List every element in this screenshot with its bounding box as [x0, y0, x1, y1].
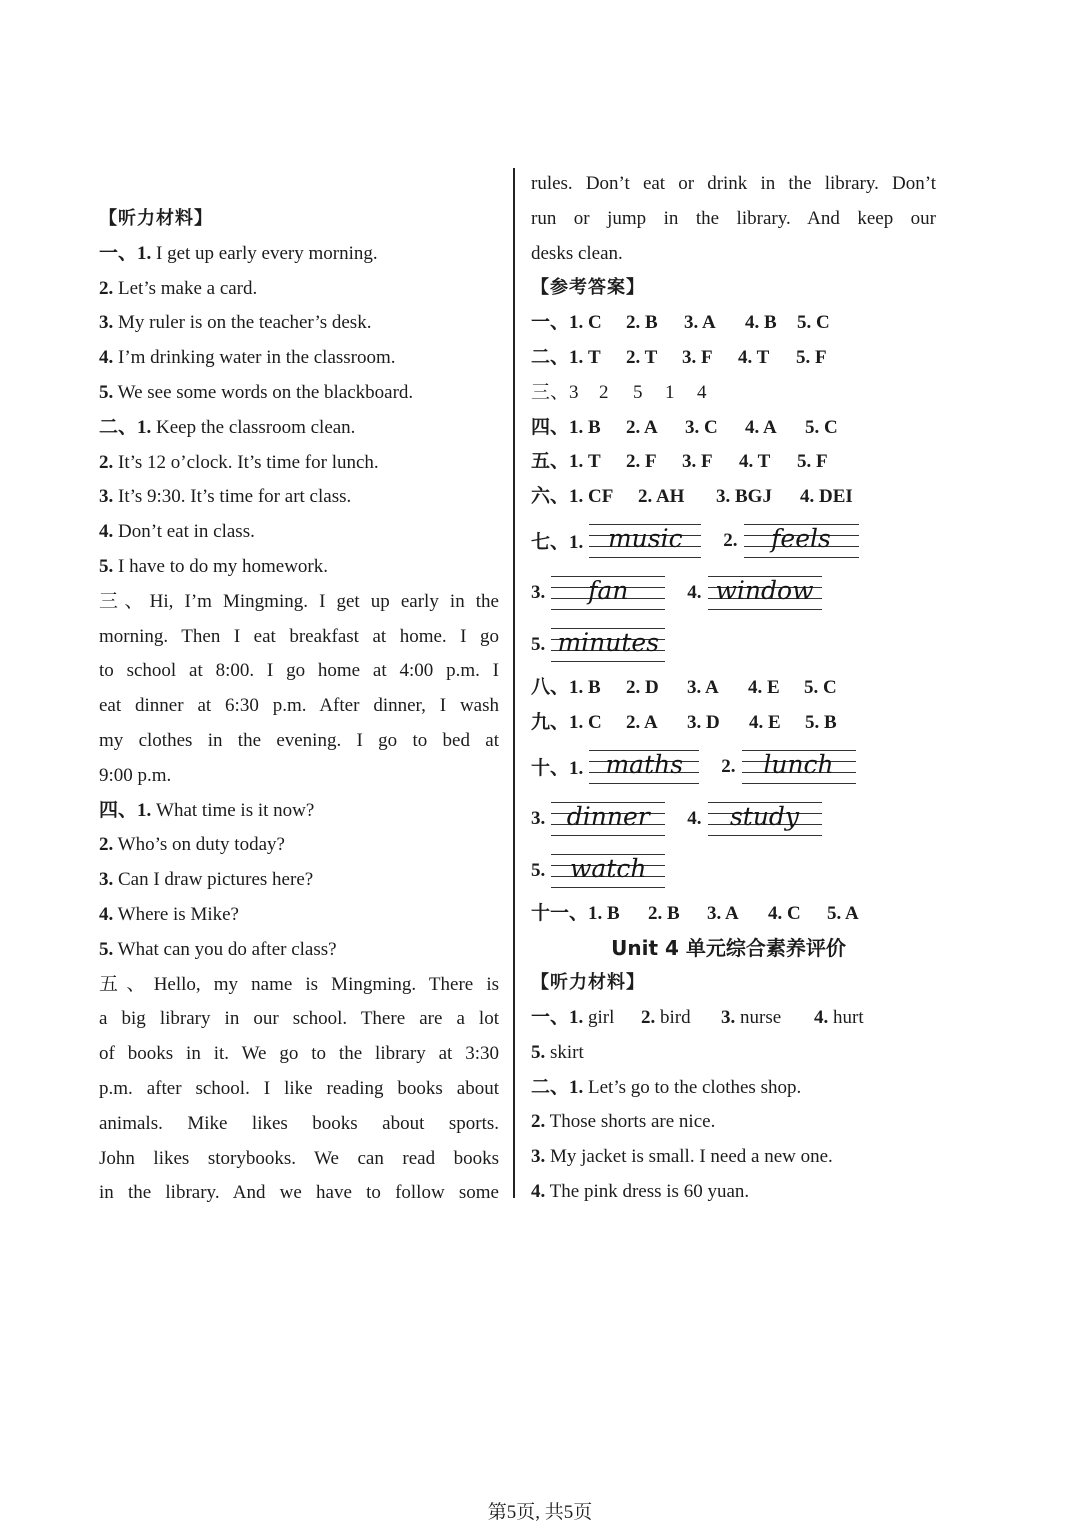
- unit4-section2-item2: 2. Those shorts are nice.: [531, 1111, 716, 1133]
- handwritten-answer: fan: [588, 575, 629, 605]
- passage-continuation-line: rules. Don’t eat or drink in the library. Don’t: [531, 173, 936, 194]
- answer-cell: 5. C: [797, 312, 830, 334]
- section4-item4: 4. Where is Mike?: [99, 903, 239, 925]
- handwritten-answer: study: [729, 801, 800, 831]
- column-divider: [513, 168, 515, 1198]
- section4-item3: 3. Can I draw pictures here?: [99, 869, 314, 891]
- question-number: 4.: [687, 581, 702, 603]
- answer-cell: 四、1. B: [531, 416, 601, 438]
- answer-cell: 5. F: [797, 451, 828, 473]
- answer-cell: 八、1. B: [531, 676, 601, 698]
- listening-header-unit4: 【听力材料】: [531, 972, 645, 994]
- writing-band: [744, 522, 859, 560]
- answer-cell: 五、1. T: [531, 451, 601, 473]
- section5-line: animals. Mike likes books about sports.: [99, 1112, 499, 1134]
- answer-row-1: [531, 306, 936, 341]
- section3-line: morning. Then I eat breakfast at home. I go: [99, 625, 499, 647]
- unit4-section2-item3: 3. My jacket is small. I need a new one.: [531, 1146, 833, 1168]
- writing-band: [551, 852, 665, 890]
- section4-item5: 5. What can you do after class?: [99, 938, 337, 960]
- unit-title: Unit 4 单元综合素养评价: [611, 936, 846, 961]
- answer-cell: 4: [697, 381, 707, 403]
- section1-item3: 3. My ruler is on the teacher’s desk.: [99, 312, 372, 334]
- writing-row: [531, 515, 936, 567]
- writing-band: [551, 626, 665, 664]
- question-number: 十、1.: [531, 758, 584, 780]
- question-number: 3.: [531, 807, 546, 829]
- section5-line: in the library. And we have to follow some: [99, 1182, 499, 1204]
- answer-cell: 2. A: [626, 711, 658, 733]
- handwritten-answer: window: [715, 575, 814, 605]
- answer-cell: 4. B: [745, 312, 777, 334]
- section1-item2: 2. Let’s make a card.: [99, 277, 258, 299]
- answer-cell: 5: [633, 381, 643, 403]
- passage-continuation-line: run or jump in the library. And keep our: [531, 207, 936, 229]
- section3-line: my clothes in the evening. I go to bed at: [99, 729, 499, 751]
- answer-cell: 3. F: [682, 451, 713, 473]
- section4-item1: 四、1. What time is it now?: [99, 799, 315, 821]
- question-number: 七、1.: [531, 532, 584, 554]
- answer-cell: 3. A: [707, 902, 739, 924]
- answer-cell: 3. A: [687, 676, 719, 698]
- answer-cell: 一、1. C: [531, 312, 602, 334]
- writing-row: [531, 567, 936, 619]
- unit4-section1-line1: [531, 1001, 936, 1036]
- writing-band: [742, 748, 856, 786]
- handwritten-answer: dinner: [566, 801, 650, 831]
- answer-row-4: [531, 411, 936, 446]
- answer-cell: 2. B: [648, 902, 680, 924]
- writing-band: [551, 574, 665, 612]
- section2-item2: 2. It’s 12 o’clock. It’s time for lunch.: [99, 451, 379, 473]
- list-item: 2. bird: [641, 1006, 691, 1028]
- answers-header: 【参考答案】: [531, 277, 645, 299]
- answer-cell: 2. T: [626, 346, 658, 368]
- list-item: 4. hurt: [814, 1006, 864, 1028]
- section5-line: 五、Hello, my name is Mingming. There is: [99, 973, 499, 995]
- unit4-section2-item1: 二、1. Let’s go to the clothes shop.: [531, 1076, 802, 1098]
- passage-continuation-line: desks clean.: [531, 242, 623, 264]
- question-number: 5.: [531, 633, 546, 655]
- question-number: 2.: [723, 529, 738, 551]
- answer-row-2: [531, 341, 936, 376]
- section3-line: 9:00 p.m.: [99, 764, 172, 786]
- answer-cell: 2: [599, 381, 609, 403]
- answer-cell: 九、1. C: [531, 711, 602, 733]
- writing-band: [708, 800, 822, 838]
- writing-row: [531, 793, 936, 845]
- section1-item4: 4. I’m drinking water in the classroom.: [99, 347, 396, 369]
- writing-row: [531, 845, 936, 897]
- answer-cell: 4. T: [739, 451, 771, 473]
- answer-row-11: [531, 897, 936, 932]
- answer-cell: 3. C: [685, 416, 718, 438]
- list-item: 一、1. girl: [531, 1006, 615, 1028]
- answer-cell: 六、1. CF: [531, 486, 614, 508]
- writing-band: [589, 522, 701, 560]
- answer-cell: 2. F: [626, 451, 657, 473]
- section2-item5: 5. I have to do my homework.: [99, 555, 329, 577]
- question-number: 2.: [721, 755, 736, 777]
- handwritten-answer: maths: [605, 749, 684, 779]
- answer-cell: 2. B: [626, 312, 658, 334]
- listening-header: 【听力材料】: [99, 208, 213, 229]
- answer-cell: 3. BGJ: [716, 486, 772, 508]
- section5-line: John likes storybooks. We can read books: [99, 1147, 499, 1169]
- section2-item1: 二、1. Keep the classroom clean.: [99, 416, 356, 438]
- question-number: 4.: [687, 807, 702, 829]
- section2-item3: 3. It’s 9:30. It’s time for art class.: [99, 486, 352, 508]
- writing-row: [531, 741, 936, 793]
- section5-line: p.m. after school. I like reading books about: [99, 1077, 499, 1099]
- handwritten-answer: feels: [771, 523, 831, 553]
- writing-band: [589, 748, 699, 786]
- answer-cell: 4. T: [738, 346, 770, 368]
- answer-cell: 3. F: [682, 346, 713, 368]
- answer-cell: 三、3: [531, 381, 579, 403]
- answer-cell: 2. D: [626, 676, 659, 698]
- answer-row-5: [531, 445, 936, 480]
- answer-cell: 4. DEI: [800, 486, 853, 508]
- answer-cell: 1: [665, 381, 675, 403]
- answer-cell: 4. A: [745, 416, 777, 438]
- handwritten-answer: watch: [570, 853, 647, 883]
- section3-line: to school at 8:00. I go home at 4:00 p.m. I: [99, 660, 499, 682]
- section3-line: eat dinner at 6:30 p.m. After dinner, I wash: [99, 695, 499, 717]
- answer-cell: 3. D: [687, 711, 720, 733]
- section3-line: 三、Hi, I’m Mingming. I get up early in the: [99, 590, 499, 612]
- handwritten-answer: music: [607, 523, 683, 553]
- answer-cell: 2. AH: [638, 486, 685, 508]
- answer-row-6: [531, 480, 936, 515]
- answer-cell: 5. C: [804, 676, 837, 698]
- list-item: 3. nurse: [721, 1006, 782, 1028]
- section1-item1: 一、1. I get up early every morning.: [99, 242, 378, 264]
- writing-band: [708, 574, 822, 612]
- answer-row-8: [531, 671, 936, 706]
- left-column: [99, 202, 499, 1211]
- writing-band: [551, 800, 665, 838]
- section5-line: a big library in our school. There are a lot: [99, 1008, 499, 1030]
- answer-cell: 十一、1. B: [531, 902, 620, 924]
- section5-line: of books in it. We go to the library at 3:30: [99, 1043, 499, 1065]
- writing-row: [531, 619, 936, 671]
- question-number: 3.: [531, 581, 546, 603]
- answer-cell: 5. A: [827, 902, 859, 924]
- answer-cell: 5. F: [796, 346, 827, 368]
- answer-cell: 4. E: [748, 676, 780, 698]
- section2-item4: 4. Don’t eat in class.: [99, 521, 255, 543]
- answer-cell: 4. C: [768, 902, 801, 924]
- question-number: 5.: [531, 859, 546, 881]
- handwritten-answer: minutes: [557, 627, 660, 657]
- answer-cell: 二、1. T: [531, 346, 601, 368]
- page-footer: 第5页, 共5页: [487, 1502, 593, 1523]
- answer-cell: 2. A: [626, 416, 658, 438]
- handwritten-answer: lunch: [763, 749, 834, 779]
- answer-cell: 5. C: [805, 416, 838, 438]
- unit4-section1-line2: 5. skirt: [531, 1041, 584, 1063]
- section4-item2: 2. Who’s on duty today?: [99, 834, 285, 856]
- answer-row-3: [531, 376, 936, 411]
- right-column: [531, 167, 936, 1210]
- answer-row-9: [531, 706, 936, 741]
- answer-cell: 4. E: [749, 711, 781, 733]
- unit4-section2-item4: 4. The pink dress is 60 yuan.: [531, 1180, 750, 1202]
- answer-cell: 3. A: [684, 312, 716, 334]
- section1-item5: 5. We see some words on the blackboard.: [99, 381, 414, 403]
- answer-cell: 5. B: [805, 711, 837, 733]
